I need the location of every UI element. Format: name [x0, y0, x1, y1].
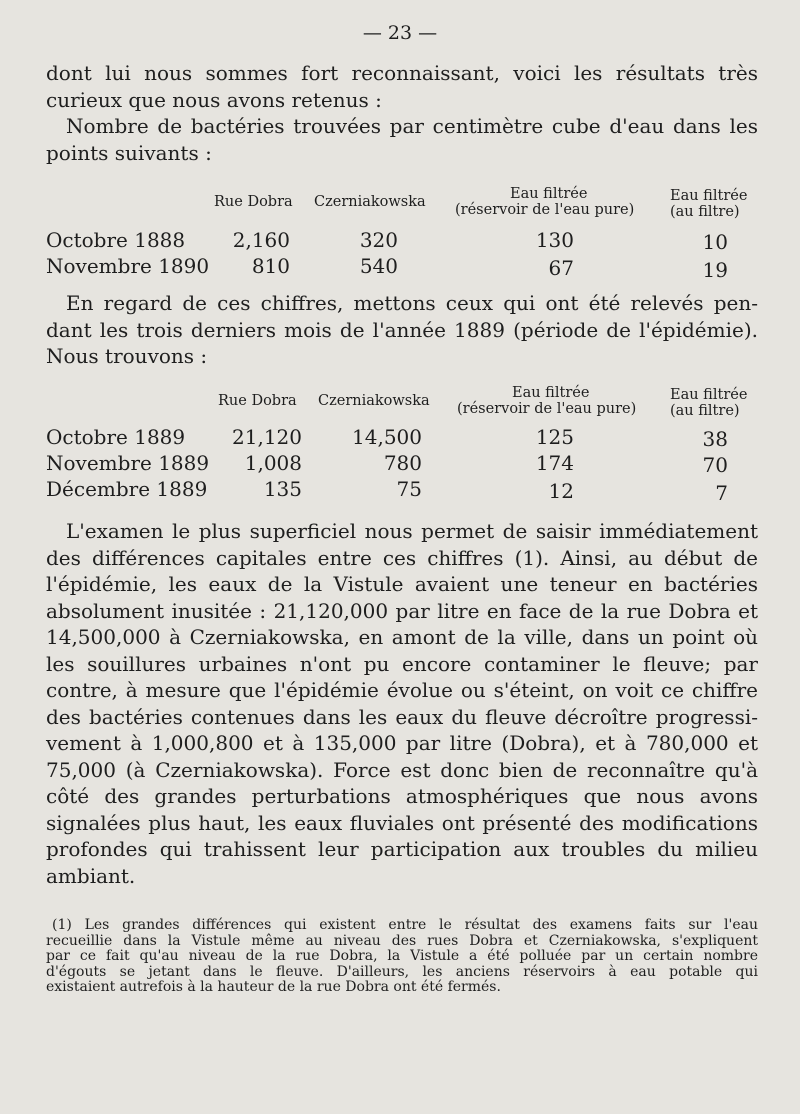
footnote — [46, 918, 758, 996]
text-line: 14,500,000 à Czerniakowska, en amont de la ville, dans un point où — [46, 625, 758, 649]
cell-dobra: 21,120 — [232, 425, 302, 449]
page-number: — 23 — — [362, 22, 438, 44]
column-header-reservoir-sub: (réservoir de l'eau pure) — [455, 202, 635, 218]
cell-czerniakowska: 320 — [359, 228, 398, 252]
text-line: L'examen le plus superficiel nous permet de saisir immédiatement — [66, 519, 758, 543]
text-line: des différences capitales entre ces chiffres (1). Ainsi, au début de — [46, 545, 758, 570]
footnote-line: recueillie dans la Vistule même au niveau des rues Dobra et Czerniakowska, s'expliquent — [46, 932, 758, 949]
text-line: les souillures urbaines n'ont pu encore contaminer le fleuve; par — [46, 651, 758, 676]
column-header-filtre-sub: (au filtre) — [670, 204, 740, 220]
column-header-dobra: Rue Dobra — [218, 393, 297, 409]
cell-dobra: 2,160 — [232, 228, 290, 252]
text-line: l'épidémie, les eaux de la Vistule avaient une teneur en bactéries — [46, 572, 758, 596]
footnote-line: (1) Les grandes différences qui existent entre le résultat des examens faits sur l'eau — [52, 917, 758, 933]
column-header-filtre: Eau filtrée — [670, 188, 748, 204]
cell-reservoir: 174 — [535, 451, 574, 475]
text-line: Nombre de bactéries trouvées par centimètre cube d'eau dans les — [66, 114, 758, 138]
cell-filtre: 70 — [702, 453, 728, 477]
cell-reservoir: 67 — [548, 256, 574, 280]
row-label: Novembre 1890 — [46, 254, 210, 278]
cell-dobra: 135 — [263, 477, 302, 501]
cell-filtre: 19 — [702, 258, 728, 282]
text-line: des bactéries contenues dans les eaux du fleuve décroître progressi- — [46, 704, 758, 729]
text-line: vement à 1,000,800 et à 135,000 par litre (Dobra), et à 780,000 et — [46, 731, 758, 755]
text-line: côté des grandes perturbations atmosphériques que nous avons — [46, 784, 758, 808]
cell-dobra: 810 — [251, 254, 290, 278]
text-line: Nous trouvons : — [46, 344, 208, 368]
text-line: En regard de ces chiffres, mettons ceux qui ont été relevés pen- — [66, 291, 758, 315]
cell-reservoir: 12 — [548, 479, 574, 503]
cell-czerniakowska: 14,500 — [352, 425, 422, 449]
column-header-filtre: Eau filtrée — [670, 387, 748, 403]
text-line: contre, à mesure que l'épidémie évolue ou s'éteint, on voit ce chiffre — [46, 678, 758, 702]
column-header-reservoir: Eau filtrée — [510, 186, 588, 202]
text-line: absolument inusitée : 21,120,000 par litre en face de la rue Dobra et — [46, 598, 758, 623]
cell-czerniakowska: 75 — [396, 477, 422, 501]
cell-filtre: 7 — [715, 481, 728, 505]
row-label: Octobre 1888 — [46, 228, 186, 252]
cell-reservoir: 130 — [535, 228, 574, 252]
footnote-line: par ce fait qu'au niveau de la rue Dobra, la Vistule a été polluée par un certain nombre — [46, 948, 758, 964]
column-header-reservoir: Eau filtrée — [512, 385, 590, 401]
text-line: points suivants : — [46, 140, 212, 165]
row-label: Octobre 1889 — [46, 425, 186, 449]
text-line: curieux que nous avons retenus : — [46, 87, 382, 112]
text-line: profondes qui trahissent leur participation aux troubles du milieu — [46, 837, 758, 861]
intro-paragraph — [46, 60, 758, 166]
text-line: ambiant. — [46, 863, 136, 888]
text-line: 75,000 (à Czerniakowska). Force est donc bien de reconnaître qu'à — [46, 757, 758, 782]
body-paragraph — [46, 518, 758, 889]
column-header-dobra: Rue Dobra — [214, 194, 293, 210]
footnote-line: d'égouts se jetant dans le fleuve. D'ailleurs, les anciens réservoirs à eau potable qui — [46, 963, 758, 980]
column-header-filtre-sub: (au filtre) — [670, 403, 740, 419]
cell-filtre: 38 — [702, 427, 728, 451]
column-header-czerniakowska: Czerniakowska — [314, 194, 426, 210]
cell-reservoir: 125 — [535, 425, 574, 449]
column-header-czerniakowska: Czerniakowska — [318, 393, 430, 409]
footnote-line: existaient autrefois à la hauteur de la rue Dobra ont été fermés. — [46, 979, 501, 995]
row-label: Décembre 1889 — [46, 477, 208, 501]
middle-paragraph — [46, 290, 758, 370]
column-header-reservoir-sub: (réservoir de l'eau pure) — [457, 401, 637, 417]
text-line: dant les trois derniers mois de l'année 1889 (période de l'épidémie). — [46, 317, 758, 342]
cell-czerniakowska: 540 — [359, 254, 398, 278]
row-label: Novembre 1889 — [46, 451, 210, 475]
cell-filtre: 10 — [702, 230, 728, 254]
cell-dobra: 1,008 — [244, 451, 302, 475]
text-line: signalées plus haut, les eaux fluviales ont présenté des modifications — [46, 810, 758, 835]
text-line: dont lui nous sommes fort reconnaissant, voici les résultats très — [46, 61, 758, 85]
cell-czerniakowska: 780 — [383, 451, 422, 475]
